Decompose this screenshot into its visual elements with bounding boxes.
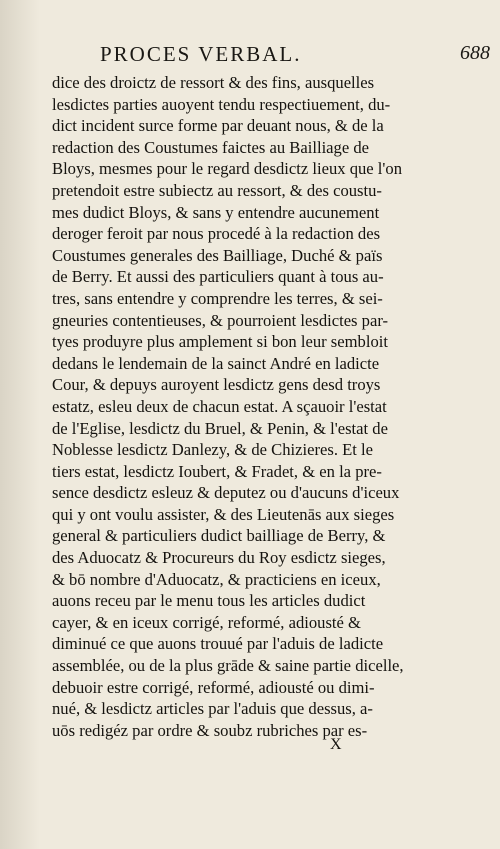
- text-line: qui y ont voulu assister, & des Lieutenās aux sieges: [52, 504, 395, 524]
- text-line: general & particuliers dudict bailliage de Berry, &: [52, 526, 386, 546]
- text-line: lesdictes parties auoyent tendu respectiuement, du-: [52, 94, 391, 114]
- text-line: nué, & lesdictz articles par l'aduis que dessus, a-: [52, 699, 373, 719]
- text-line: estatz, esleu deux de chacun estat. A sçauoir l'estat: [52, 396, 387, 416]
- page-header: [100, 42, 490, 68]
- text-line: sence desdictz esleuz & deputez ou d'aucuns d'iceux: [52, 483, 400, 503]
- text-line: dedans le lendemain de la sainct André en ladicte: [52, 353, 380, 373]
- text-block: [52, 72, 484, 741]
- page-number: 688: [460, 42, 490, 64]
- text-line: cayer, & en iceux corrigé, reformé, adiousté &: [52, 612, 361, 632]
- text-line: redaction des Coustumes faictes au Bailliage de: [52, 137, 370, 157]
- text-line: mes dudict Bloys, & sans y entendre aucunement: [52, 202, 380, 222]
- text-line: dict incident surce forme par deuant nous, & de la: [52, 116, 384, 136]
- text-line: diminué ce que auons trouué par l'aduis de ladicte: [52, 634, 384, 654]
- text-line: dice des droictz de ressort & des fins, ausquelles: [52, 73, 375, 92]
- text-line: debuoir estre corrigé, reformé, adiousté ou dimi-: [52, 677, 375, 697]
- text-line: tyes produyre plus amplement si bon leur sembloit: [52, 332, 388, 352]
- text-line: uōs redigéz par ordre & soubz rubriches par es-: [52, 720, 368, 740]
- spine-shadow: [0, 0, 40, 849]
- text-line: assemblée, ou de la plus grāde & saine partie dicelle,: [52, 656, 404, 676]
- text-line: Noblesse lesdictz Danlezy, & de Chizieres. Et le: [52, 440, 374, 460]
- text-line: des Aduocatz & Procureurs du Roy esdictz sieges,: [52, 548, 386, 568]
- text-line: Cour, & depuys auroyent lesdictz gens desd troys: [52, 375, 381, 395]
- text-line: Bloys, mesmes pour le regard desdictz lieux que l'on: [52, 159, 402, 179]
- catchword: X: [330, 736, 342, 753]
- running-title: PROCES VERBAL.: [100, 42, 302, 66]
- text-line: auons receu par le menu tous les articles dudict: [52, 591, 366, 611]
- text-line: pretendoit estre subiectz au ressort, & des coustu-: [52, 180, 382, 200]
- text-line: de Berry. Et aussi des particuliers quant à tous au-: [52, 267, 384, 287]
- text-line: Coustumes generales des Bailliage, Duché & païs: [52, 245, 383, 265]
- text-line: tres, sans entendre y comprendre les terres, & sei-: [52, 288, 383, 308]
- text-line: deroger feroit par nous procedé à la redaction des: [52, 224, 381, 244]
- text-line: & bō nombre d'Aduocatz, & practiciens en iceux,: [52, 569, 381, 589]
- text-line: tiers estat, lesdictz Ioubert, & Fradet, & en la pre-: [52, 461, 382, 481]
- text-line: de l'Eglise, lesdictz du Bruel, & Penin, & l'estat de: [52, 418, 388, 438]
- text-line: gneuries contentieuses, & pourroient lesdictes par-: [52, 310, 389, 330]
